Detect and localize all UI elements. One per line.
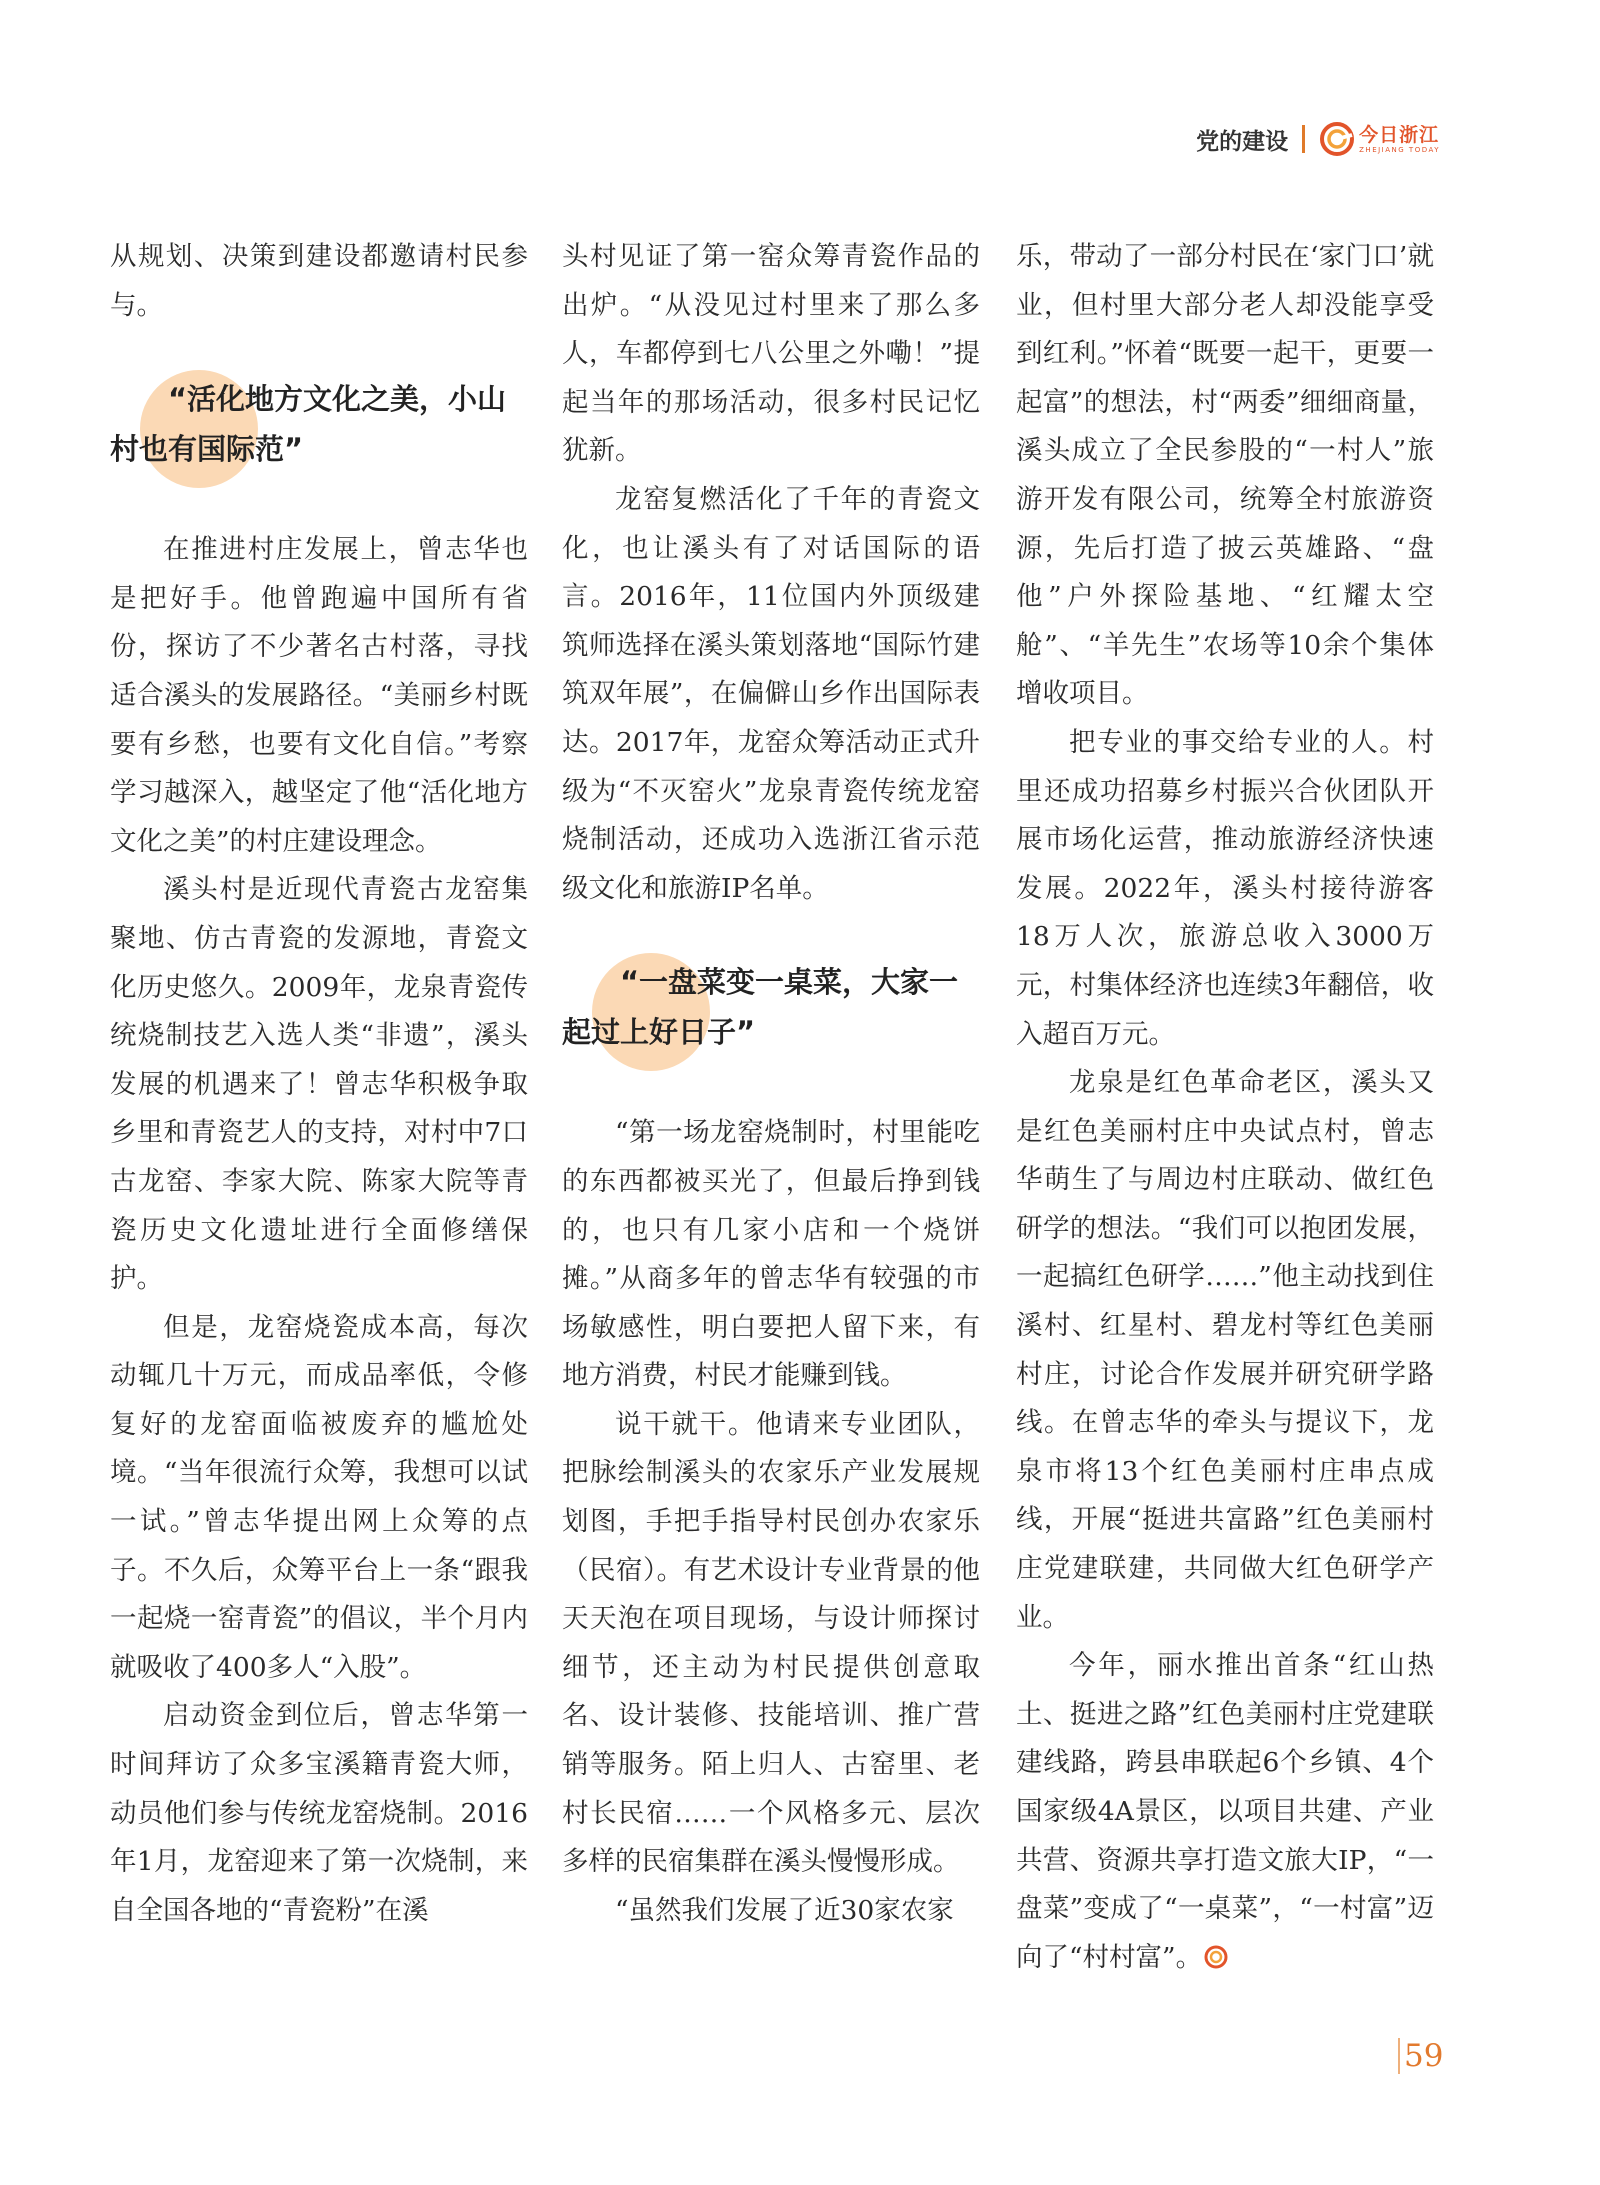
- logo-chinese: 今日浙江: [1359, 124, 1440, 146]
- paragraph: 把专业的事交给专业的人。村里还成功招募乡村振兴合伙团队开展市场化运营，推动旅游经济快速发展。2022年，溪头村接待游客18万人次，旅游总收入3000万元，村集体经济也连续3年翻倍，收入超百万元。: [1016, 726, 1434, 1050]
- paragraph: 龙泉是红色革命老区，溪头又是红色美丽村庄中央试点村，曾志华萌生了与周边村庄联动、做红色研学的想法。“我们可以抱团发展，一起搞红色研学……”他主动找到住溪村、红星村、碧龙村等红色美丽村庄，讨论合作发展并研究研学路线。在曾志华的牵头与提议下，龙泉市将13个红色美丽村庄串点成线，开展“挺进共富路”红色美丽村庄党建联建，共同做大红色研学产业。: [1016, 1067, 1434, 1633]
- page-number: 59: [1398, 2038, 1443, 2074]
- paragraph: 但是，龙窑烧瓷成本高，每次动辄几十万元，而成品率低，令修复好的龙窑面临被废弃的尴尬处境。“当年很流行众筹，我想可以试一试。”曾志华提出网上众筹的点子。不久后，众筹平台上一条“跟我一起烧一窑青瓷”的倡议，半个月内就吸收了400多人“入股”。: [110, 1311, 528, 1683]
- logo-english: ZHEJIANG TODAY: [1359, 146, 1440, 154]
- paragraph-text: 今年，丽水推出首条“红山热土、挺进之路”红色美丽村庄党建联建线路，跨县串联起6个乡镇、4个国家级4A景区，以项目共建、产业共营、资源共享打造文旅大IP，“一盘菜”变成了“一桌菜”，“一村富”迈向了“村村富”。: [1016, 1650, 1434, 1973]
- paragraph: 说干就干。他请来专业团队，把脉绘制溪头的农家乐产业发展规划图，手把手指导村民创办农家乐（民宿）。有艺术设计专业背景的他天天泡在项目现场，与设计师探讨细节，还主动为村民提供创意取名、设计装修、技能培训、推广营销等服务。陌上归人、古窑里、老村长民宿……一个风格多元、层次多样的民宿集群在溪头慢慢形成。: [562, 1408, 980, 1878]
- subheading-text: “一盘菜变一桌菜，大家一起过上好日子”: [562, 965, 959, 1050]
- paragraph: 乐，带动了一部分村民在‘家门口’就业，但村里大部分老人却没能享受到红利。”怀着“既要一起干，更要一起富”的想法，村“两委”细细商量，溪头成立了全民参股的“一村人”旅游开发有限公司，统筹全村旅游资源，先后打造了披云英雄路、“盘他”户外探险基地、“红耀太空舱”、“羊先生”农场等10余个集体增收项目。: [1016, 241, 1434, 710]
- paragraph: 从规划、决策到建设都邀请村民参与。: [110, 241, 528, 321]
- subheading-text: “活化地方文化之美，小山村也有国际范”: [110, 382, 507, 467]
- paragraph: 启动资金到位后，曾志华第一时间拜访了众多宝溪籍青瓷大师，动员他们参与传统龙窑烧制。2016年1月，龙窑迎来了第一次烧制，来自全国各地的“青瓷粉”在溪: [110, 1700, 528, 1926]
- section-label: 党的建设: [1196, 128, 1289, 155]
- paragraph: “虽然我们发展了近30家农家: [615, 1894, 954, 1926]
- magazine-logo: [1319, 121, 1440, 157]
- subheading-1: [110, 374, 528, 474]
- paragraph: 龙窑复燃活化了千年的青瓷文化，也让溪头有了对话国际的语言。2016年，11位国内外顶级建筑师选择在溪头策划落地“国际竹建筑双年展”，在偏僻山乡作出国际表达。2017年，龙窑众筹活动正式升级为“不灭窑火”龙泉青瓷传统龙窑烧制活动，还成功入选浙江省示范级文化和旅游IP名单。: [562, 483, 980, 904]
- paragraph: 溪头村是近现代青瓷古龙窑集聚地、仿古青瓷的发源地，青瓷文化历史悠久。2009年，龙泉青瓷传统烧制技艺入选人类“非遗”，溪头发展的机遇来了！曾志华积极争取乡里和青瓷艺人的支持，对村中7口古龙窑、李家大院、陈家大院等青瓷历史文化遗址进行全面修缮保护。: [110, 874, 528, 1295]
- paragraph: 头村见证了第一窑众筹青瓷作品的出炉。“从没见过村里来了那么多人，车都停到七八公里之外嘞！”提起当年的那场活动，很多村民记忆犹新。: [562, 241, 980, 467]
- logo-icon: [1319, 121, 1355, 157]
- column-2: [562, 233, 980, 1935]
- article-end-icon: [1204, 1945, 1228, 1969]
- page-header: [1196, 118, 1440, 160]
- subheading-2: [562, 957, 980, 1057]
- column-1: [110, 233, 528, 1935]
- header-divider: [1302, 125, 1305, 153]
- paragraph-last: [1016, 1642, 1434, 1982]
- paragraph: “第一场龙窑烧制时，村里能吃的东西都被买光了，但最后挣到钱的，也只有几家小店和一个烧饼摊。”从商多年的曾志华有较强的市场敏感性，明白要把人留下来，有地方消费，村民才能赚到钱。: [562, 1117, 980, 1392]
- paragraph: 在推进村庄发展上，曾志华也是把好手。他曾跑遍中国所有省份，探访了不少著名古村落，寻找适合溪头的发展路径。“美丽乡村既要有乡愁，也要有文化自信。”考察学习越深入，越坚定了他“活化地方文化之美”的村庄建设理念。: [110, 534, 528, 857]
- column-3: [1016, 233, 1434, 1982]
